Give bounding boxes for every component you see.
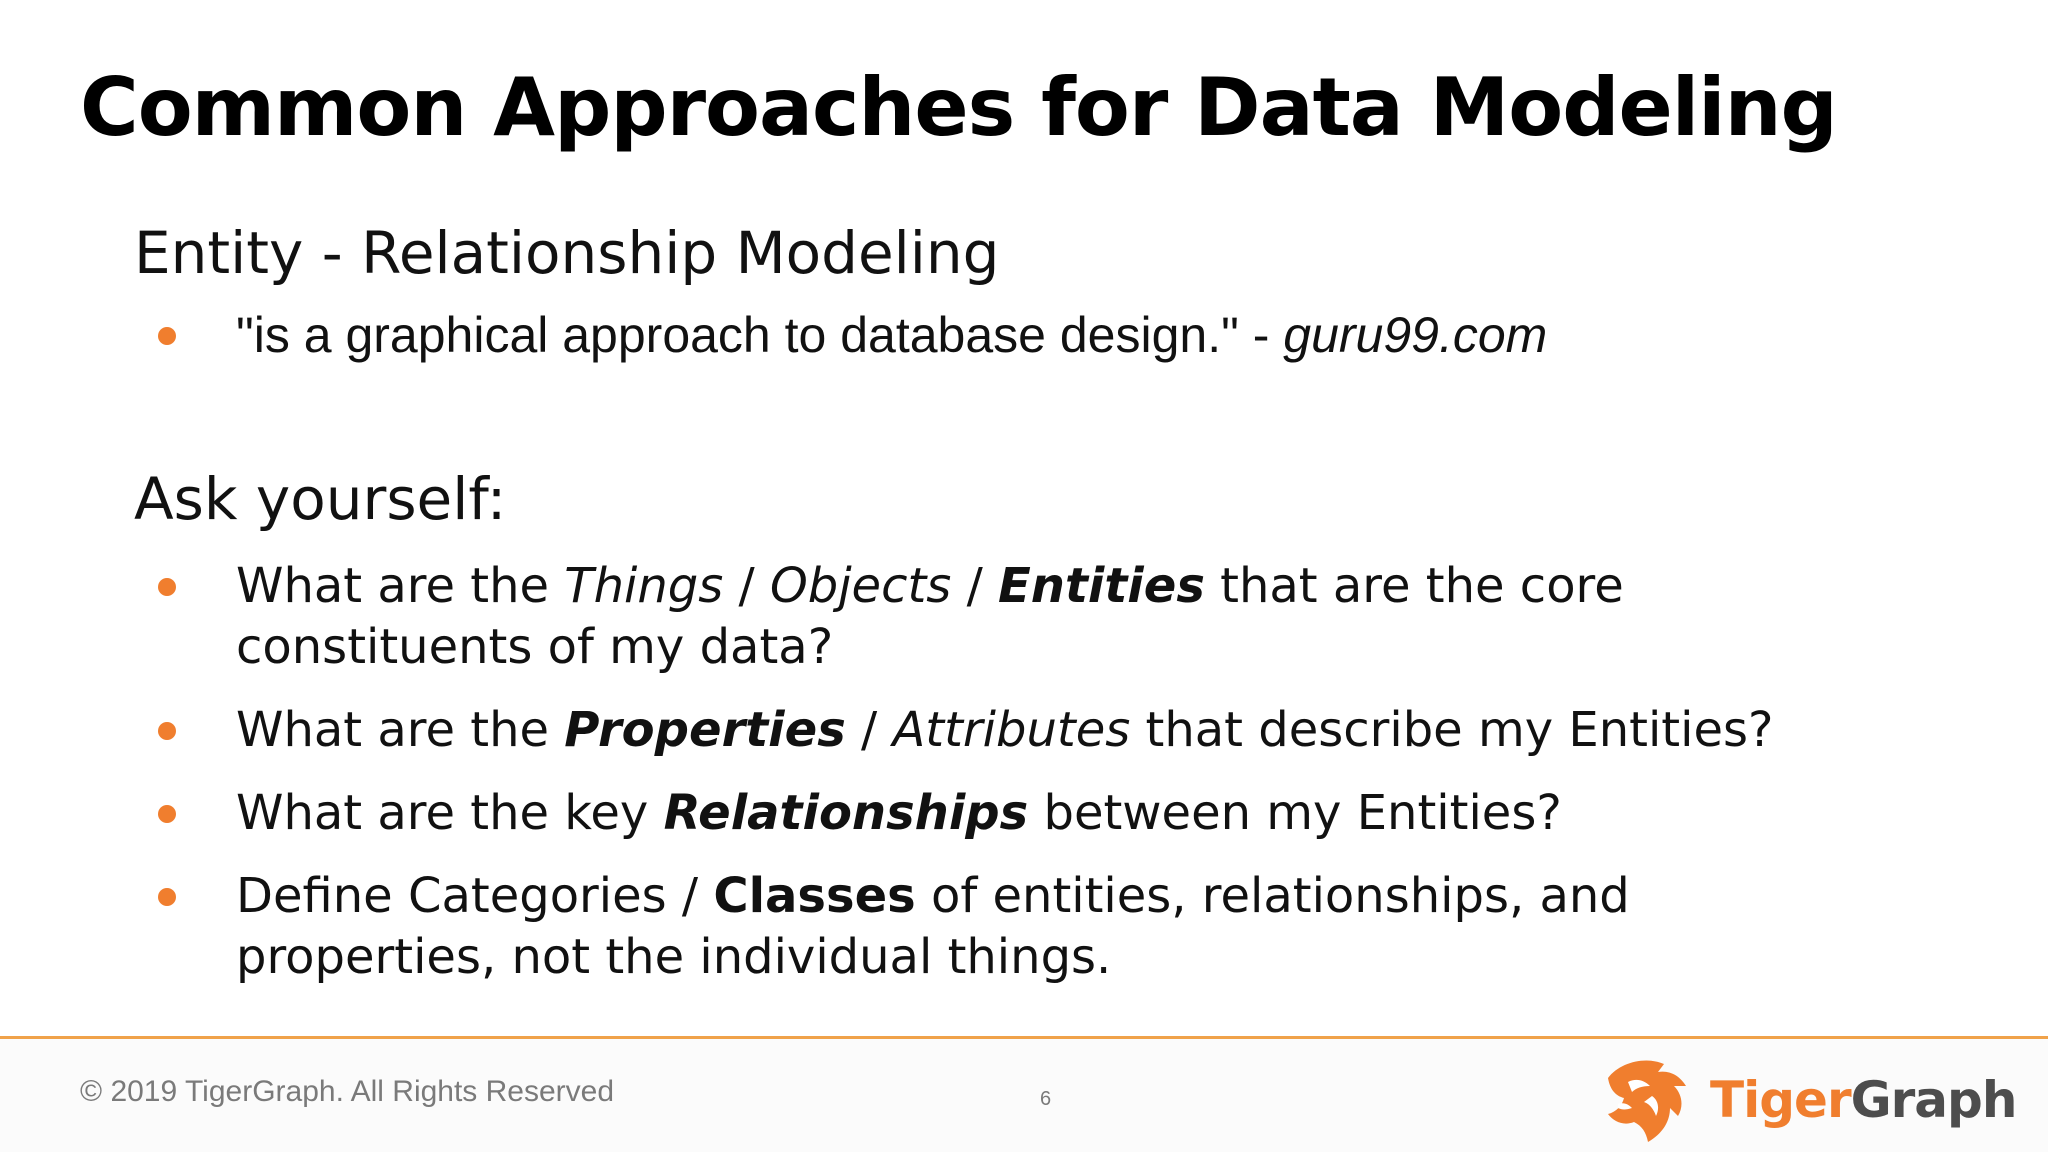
section-heading-er-modeling: Entity - Relationship Modeling xyxy=(134,219,1000,287)
bullet-text xyxy=(236,866,1896,988)
quote-body: "is a graphical approach to database design." - xyxy=(236,307,1284,363)
logo-wordmark xyxy=(1710,1070,2016,1130)
text-span: Define Categories / xyxy=(236,868,714,924)
text-span: of entities, relationships, and properties, not the individual things. xyxy=(236,868,1630,985)
logo-text-tiger: Tiger xyxy=(1710,1071,1851,1129)
text-span: What are the xyxy=(236,558,565,614)
footer-divider xyxy=(0,1036,2048,1039)
bullet-text xyxy=(236,783,1896,844)
text-span: / xyxy=(845,702,893,758)
emphasis-things: Things xyxy=(564,558,724,614)
text-span: / xyxy=(951,558,998,614)
bullet-dot xyxy=(158,805,176,823)
bullet-text xyxy=(236,556,1896,678)
text-span: that are the core constituents of my data? xyxy=(236,558,1624,675)
text-span: between my Entities? xyxy=(1028,785,1562,841)
text-span: What are the key xyxy=(236,785,664,841)
copyright-text: © 2019 TigerGraph. All Rights Reserved xyxy=(80,1075,615,1108)
bullet-text xyxy=(236,700,1896,761)
emphasis-classes: Classes xyxy=(713,868,916,924)
emphasis-properties: Properties xyxy=(564,702,846,758)
bullet-dot xyxy=(158,327,176,345)
slide-title: Common Approaches for Data Modeling xyxy=(80,61,1837,154)
emphasis-objects: Objects xyxy=(769,558,952,614)
bullet-dot xyxy=(158,578,176,596)
logo-text-graph: Graph xyxy=(1850,1071,2017,1129)
emphasis-entities: Entities xyxy=(998,558,1205,614)
quote-source: guru99.com xyxy=(1283,307,1548,363)
tiger-head-icon xyxy=(1598,1056,1694,1146)
text-span: that describe my Entities? xyxy=(1130,702,1774,758)
emphasis-attributes: Attributes xyxy=(892,702,1131,758)
bullet-dot xyxy=(158,722,176,740)
bullet-dot xyxy=(158,888,176,906)
emphasis-relationships: Relationships xyxy=(663,785,1029,841)
text-span: / xyxy=(723,558,770,614)
section-heading-ask-yourself: Ask yourself: xyxy=(134,465,507,533)
text-span: What are the xyxy=(236,702,565,758)
tigergraph-logo xyxy=(1598,1056,2017,1146)
page-number: 6 xyxy=(1040,1088,1052,1110)
quote-text xyxy=(236,305,1896,366)
